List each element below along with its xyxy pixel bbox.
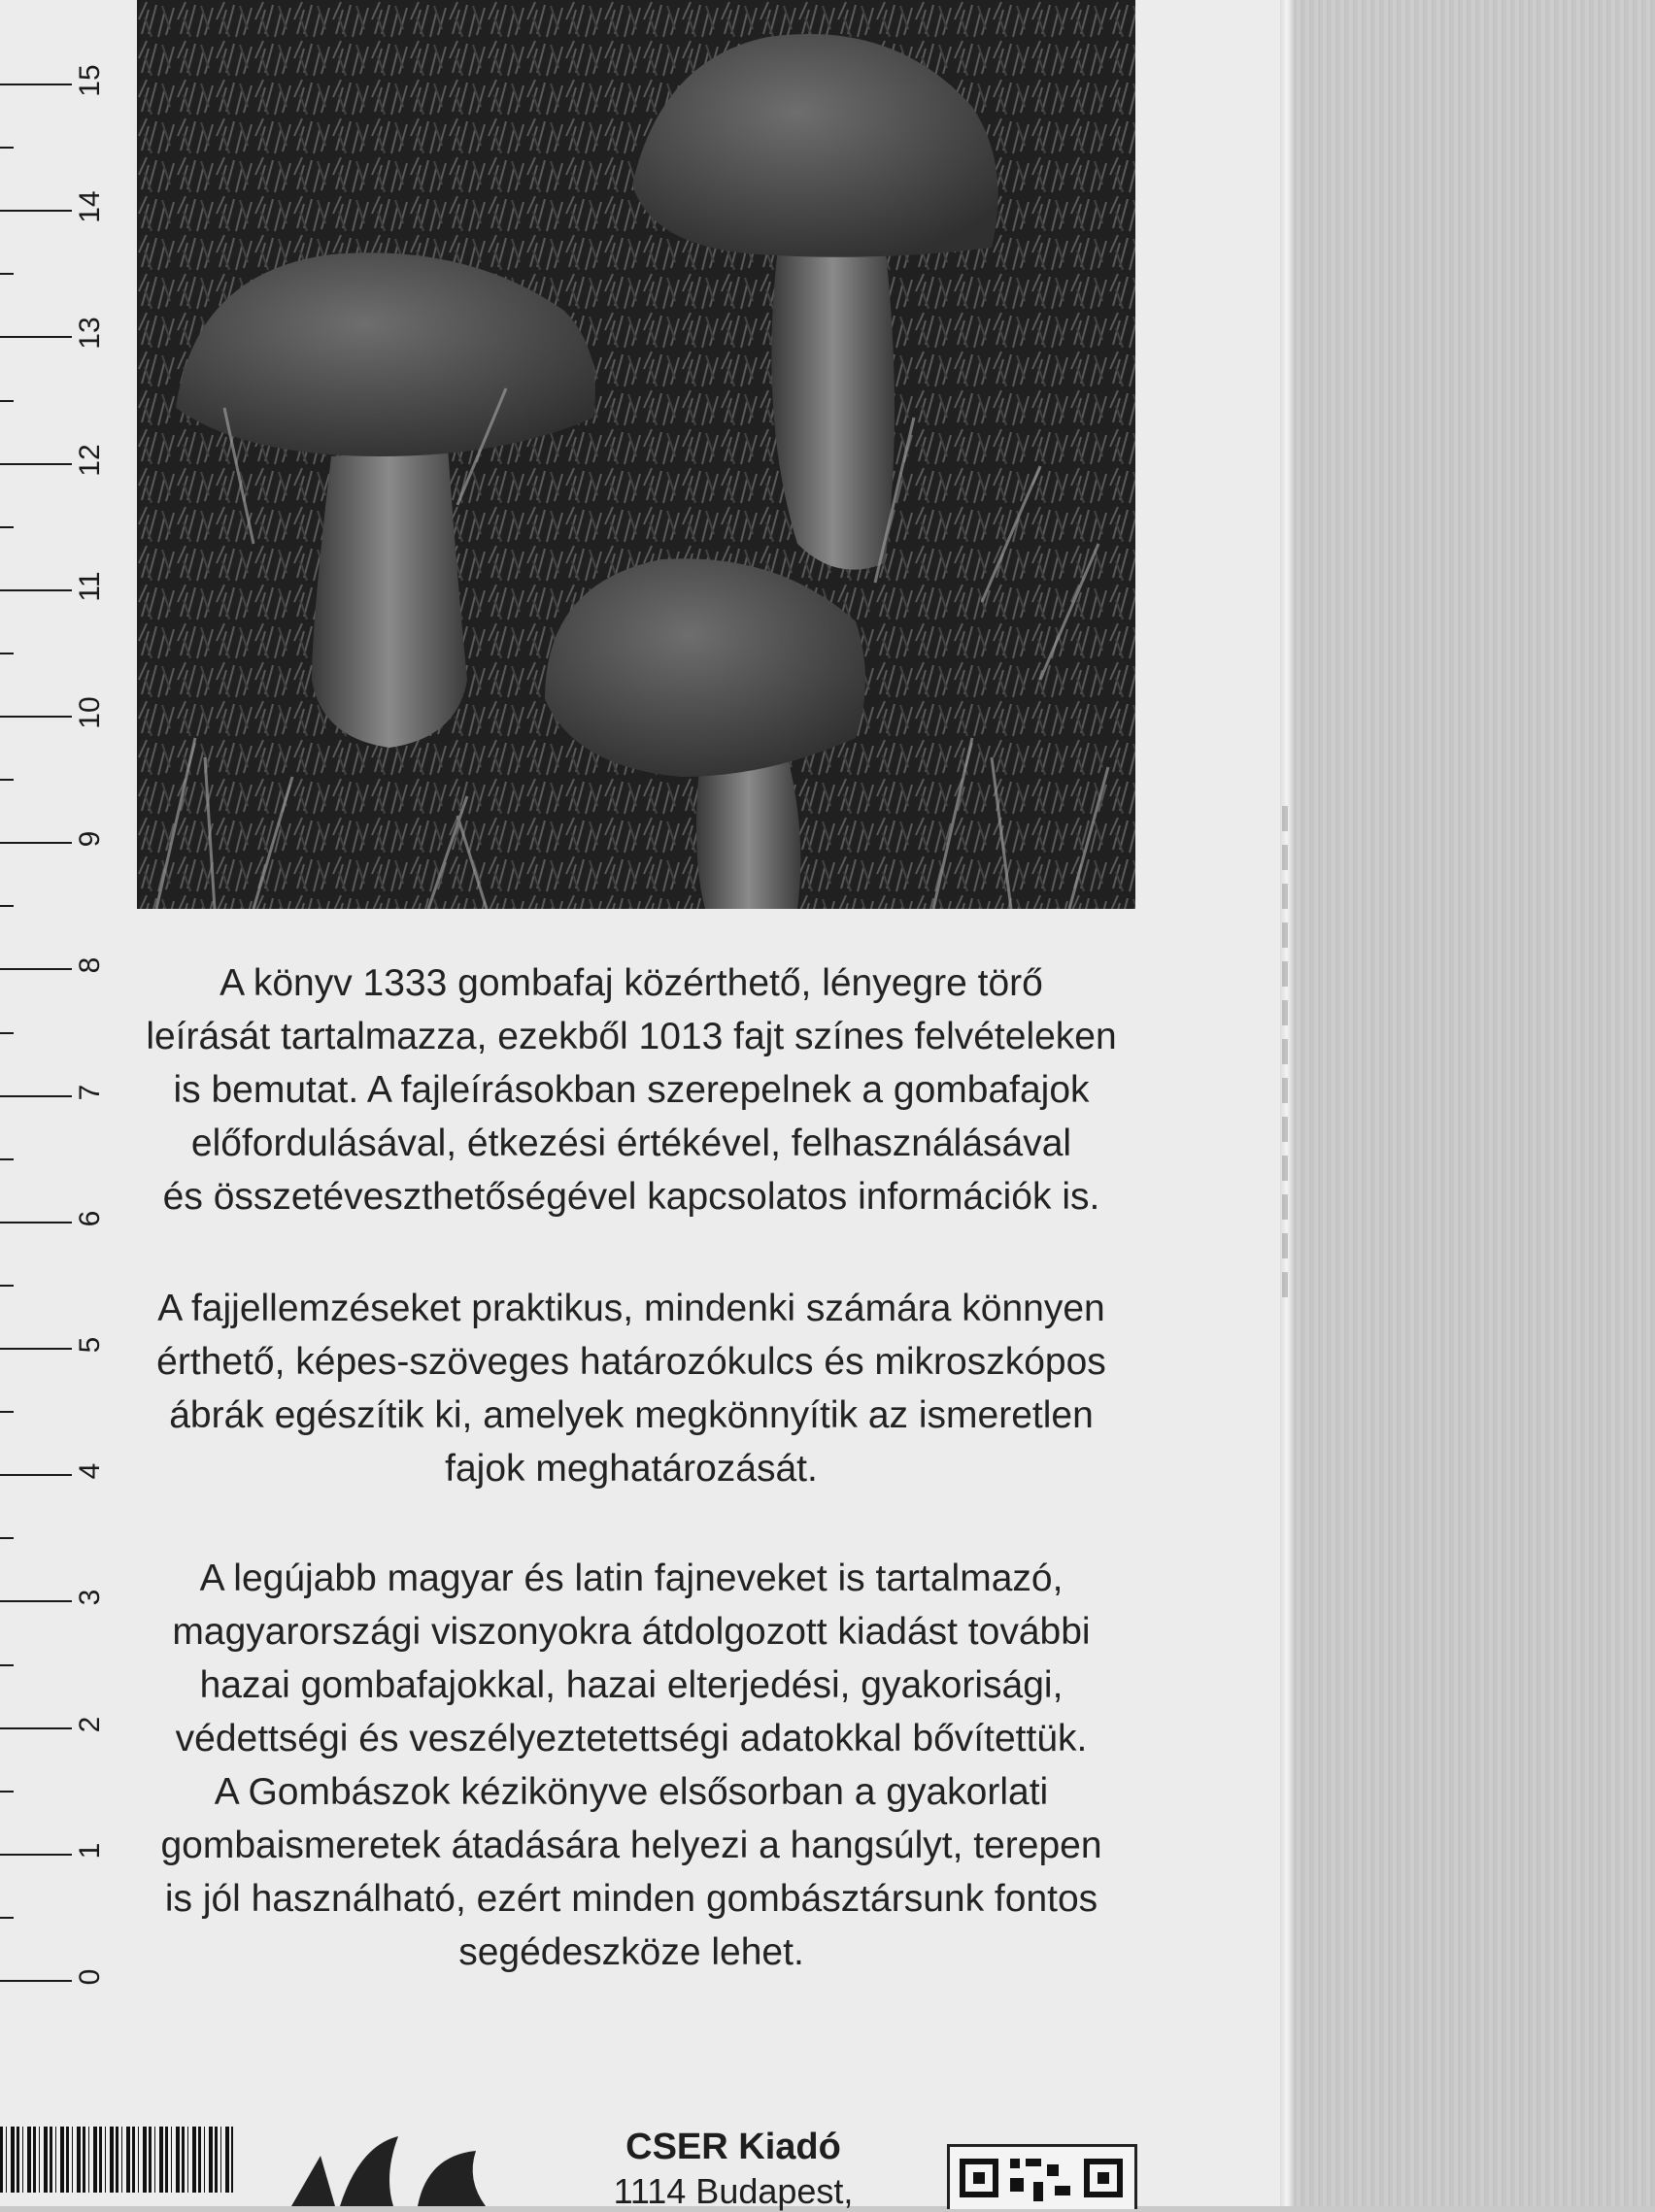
- ruler-tick-minor: [0, 1664, 14, 1666]
- ruler-tick: [0, 1222, 72, 1223]
- ruler-label: 3: [74, 1590, 106, 1606]
- ruler-label: 13: [74, 317, 106, 351]
- ruler-label: 12: [74, 443, 106, 477]
- ruler-tick: [0, 589, 72, 591]
- ruler-label: 15: [74, 64, 106, 97]
- mushroom-photo: [137, 0, 1135, 909]
- ruler-tick: [0, 1600, 72, 1602]
- ruler-label: 5: [74, 1336, 106, 1354]
- ruler-tick-minor: [0, 1032, 14, 1034]
- background-surface: [1294, 0, 1655, 2206]
- ruler-tick: [0, 1980, 72, 1982]
- text-line: érthető, képes-szöveges határozókulcs és mikroszkópos: [156, 1341, 1106, 1383]
- publisher-logo-icon: [282, 2127, 515, 2206]
- text-line: segédeszköze lehet.: [458, 1931, 804, 1973]
- text-line: A könyv 1333 gombafaj közérthető, lényegre törő: [220, 962, 1043, 1004]
- ruler-label: 1: [74, 1842, 106, 1860]
- ruler-tick: [0, 842, 72, 844]
- text-line: is bemutat. A fajleírásokban szerepelnek a gombafajok: [173, 1069, 1090, 1111]
- ruler-tick-minor: [0, 273, 14, 275]
- ruler-tick-minor: [0, 400, 14, 402]
- ruler-label: 14: [74, 190, 106, 223]
- ruler-label: 0: [74, 1968, 106, 1986]
- spine-title-fragment: [1282, 806, 1288, 1311]
- ruler-label: 11: [74, 571, 106, 602]
- text-line: ábrák egészítik ki, amelyek megkönnyítik az ismeretlen: [169, 1394, 1094, 1436]
- ruler-label: 10: [74, 696, 106, 729]
- ruler-tick-minor: [0, 779, 14, 781]
- description-paragraph-2: [146, 1282, 1117, 1495]
- ruler-tick-minor: [0, 1411, 14, 1413]
- ruler: [0, 0, 136, 2039]
- text-line: védettségi és veszélyeztetettségi adatokkal bővítettük.: [175, 1718, 1088, 1760]
- ruler-label: 6: [74, 1210, 106, 1227]
- ruler-tick-minor: [0, 1285, 14, 1287]
- description-paragraph-3: [146, 1552, 1117, 1979]
- ruler-tick-minor: [0, 526, 14, 528]
- publisher-address: 1114 Budapest,: [613, 2171, 854, 2211]
- ruler-label: 2: [74, 1716, 106, 1732]
- mushroom-stem-small: [696, 757, 800, 909]
- mushroom-stem-left: [312, 447, 467, 748]
- ruler-tick-minor: [0, 147, 14, 149]
- text-line: és összetéveszthetőségével kapcsolatos információk is.: [162, 1176, 1100, 1218]
- text-line: A Gombászok kézikönyve elsősorban a gyakorlati: [214, 1771, 1049, 1813]
- ruler-tick: [0, 1348, 72, 1350]
- ruler-tick-minor: [0, 1917, 14, 1919]
- ruler-tick: [0, 463, 72, 465]
- ruler-tick-minor: [0, 905, 14, 907]
- text-line: fajok meghatározását.: [445, 1448, 818, 1490]
- barcode-icon: [0, 2127, 233, 2206]
- ruler-label: 4: [74, 1462, 106, 1480]
- ruler-tick: [0, 1095, 72, 1097]
- ruler-tick-minor: [0, 1537, 14, 1539]
- text-line: előfordulásával, étkezési értékével, felhasználásával: [190, 1123, 1072, 1164]
- ruler-tick: [0, 716, 72, 718]
- ruler-label: 8: [74, 957, 106, 974]
- description-paragraph-1: [146, 956, 1117, 1223]
- ruler-tick: [0, 1474, 72, 1476]
- text-line: A fajjellemzéseket praktikus, mindenki számára könnyen: [157, 1288, 1105, 1329]
- text-line: is jól használható, ezért minden gombásztársunk fontos: [164, 1878, 1098, 1920]
- publisher-name: CSER Kiadó: [625, 2127, 841, 2167]
- ruler-tick-minor: [0, 653, 14, 654]
- ruler-tick: [0, 1727, 72, 1729]
- ruler-label: 9: [74, 830, 106, 848]
- ruler-tick: [0, 210, 72, 212]
- qr-code-icon: [947, 2144, 1137, 2209]
- text-line: A legújabb magyar és latin fajneveket is tartalmazó,: [199, 1558, 1064, 1599]
- text-line: hazai gombafajokkal, hazai elterjedési, gyakorisági,: [199, 1664, 1064, 1706]
- text-line: magyarországi viszonyokra átdolgozott kiadást további: [172, 1611, 1091, 1653]
- ruler-tick: [0, 84, 72, 85]
- text-line: gombaismeretek átadására helyezi a hangsúlyt, terepen: [160, 1825, 1102, 1866]
- ruler-tick: [0, 968, 72, 970]
- ruler-tick: [0, 336, 72, 338]
- ruler-tick-minor: [0, 1158, 14, 1160]
- ruler-label: 7: [74, 1084, 106, 1100]
- ruler-tick-minor: [0, 1791, 14, 1793]
- ruler-tick: [0, 1854, 72, 1856]
- text-line: leírását tartalmazza, ezekből 1013 fajt színes felvételeken: [146, 1016, 1117, 1057]
